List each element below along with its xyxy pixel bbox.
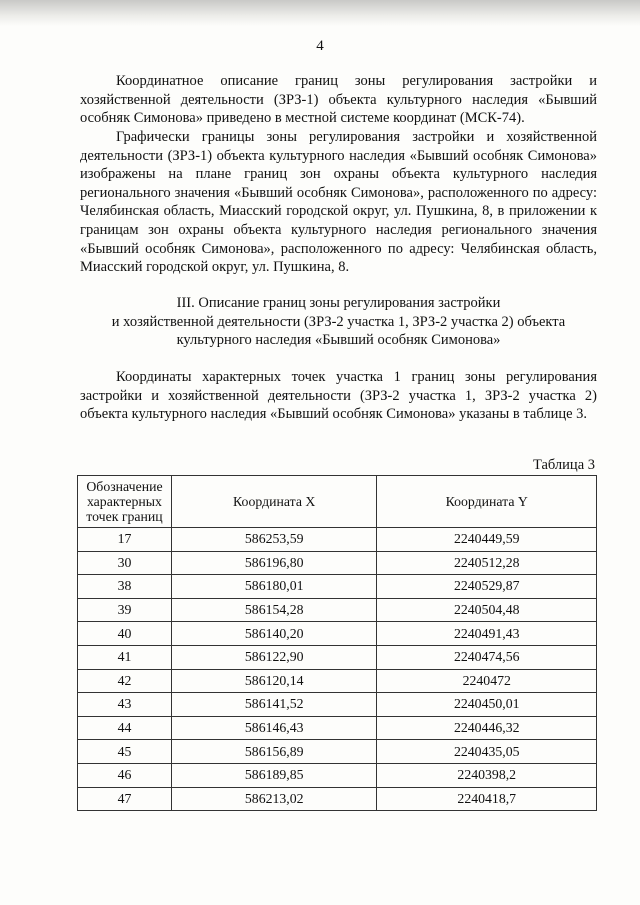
cell-x: 586189,85	[171, 763, 377, 787]
cell-point: 41	[78, 645, 172, 669]
cell-y: 2240474,56	[377, 645, 597, 669]
cell-y: 2240398,2	[377, 763, 597, 787]
section-heading	[80, 294, 597, 350]
cell-point: 39	[78, 598, 172, 622]
cell-y: 2240529,87	[377, 575, 597, 599]
table-row	[78, 528, 597, 552]
cell-y: 2240504,48	[377, 598, 597, 622]
paragraph-graphic-boundaries: Графически границы зоны регулирования застройки и хозяйственной деятельности (ЗРЗ-1) объекта культурного наследия «Бывший особняк Симонова» изображены на плане границ зон охраны объекта культурного наследия регионального значения «Бывший особняк Симонова», расположенного по адресу: Челябинская область, Миасский городской округ, ул. Пушкина, 8, в приложении к границам зон охраны объекта культурного наследия регионального значения «Бывший особняк Симонова», расположенного по адресу: Челябинская область, Миасский городской округ, ул. Пушкина, 8.	[80, 129, 597, 276]
section-heading-line-1: III. Описание границ зоны регулирования застройки	[176, 295, 501, 311]
table-row	[78, 716, 597, 740]
header-coordinate-x: Координата X	[171, 476, 377, 528]
cell-point: 30	[78, 551, 172, 575]
table-caption: Таблица 3	[532, 457, 595, 473]
table-row	[78, 693, 597, 717]
table-row	[78, 551, 597, 575]
cell-x: 586122,90	[171, 645, 377, 669]
cell-y: 2240491,43	[377, 622, 597, 646]
page-number: 4	[316, 38, 324, 54]
table-row	[78, 740, 597, 764]
cell-y: 2240449,59	[377, 528, 597, 552]
table-row	[78, 787, 597, 811]
header-point-designation: Обозначение характерных точек границ	[78, 476, 172, 528]
cell-y: 2240512,28	[377, 551, 597, 575]
cell-y: 2240435,05	[377, 740, 597, 764]
table-row	[78, 622, 597, 646]
cell-x: 586196,80	[171, 551, 377, 575]
scan-top-shadow	[0, 0, 640, 26]
paragraph-table-intro: Координаты характерных точек участка 1 границ зоны регулирования застройки и хозяйственной деятельности (ЗРЗ-2 участка 1, ЗРЗ-2 участка 2) объекта культурного наследия «Бывший особняк Симонова» указаны в таблице 3.	[80, 369, 597, 423]
table-row	[78, 598, 597, 622]
cell-point: 44	[78, 716, 172, 740]
table-header-row	[78, 476, 597, 528]
section-heading-line-2: и хозяйственной деятельности (ЗРЗ-2 участка 1, ЗРЗ-2 участка 2) объекта	[111, 313, 566, 330]
cell-y: 2240472	[377, 669, 597, 693]
section-heading-line-3: культурного наследия «Бывший особняк Симонова»	[176, 332, 501, 349]
cell-y: 2240450,01	[377, 693, 597, 717]
cell-point: 47	[78, 787, 172, 811]
cell-y: 2240418,7	[377, 787, 597, 811]
cell-x: 586146,43	[171, 716, 377, 740]
cell-y: 2240446,32	[377, 716, 597, 740]
cell-point: 45	[78, 740, 172, 764]
cell-x: 586156,89	[171, 740, 377, 764]
cell-x: 586154,28	[171, 598, 377, 622]
cell-x: 586140,20	[171, 622, 377, 646]
cell-x: 586180,01	[171, 575, 377, 599]
cell-point: 38	[78, 575, 172, 599]
table-row	[78, 575, 597, 599]
table-row	[78, 763, 597, 787]
cell-point: 40	[78, 622, 172, 646]
table-row	[78, 645, 597, 669]
cell-x: 586120,14	[171, 669, 377, 693]
cell-point: 43	[78, 693, 172, 717]
cell-x: 586141,52	[171, 693, 377, 717]
cell-point: 46	[78, 763, 172, 787]
coordinates-table	[77, 475, 597, 811]
cell-x: 586253,59	[171, 528, 377, 552]
paragraph-coordinate-description: Координатное описание границ зоны регулирования застройки и хозяйственной деятельности (ЗРЗ-1) объекта культурного наследия «Бывший особняк Симонова» приведено в местной системе координат (МСК-74).	[80, 73, 597, 127]
cell-x: 586213,02	[171, 787, 377, 811]
cell-point: 17	[78, 528, 172, 552]
header-coordinate-y: Координата Y	[377, 476, 597, 528]
table-row	[78, 669, 597, 693]
cell-point: 42	[78, 669, 172, 693]
